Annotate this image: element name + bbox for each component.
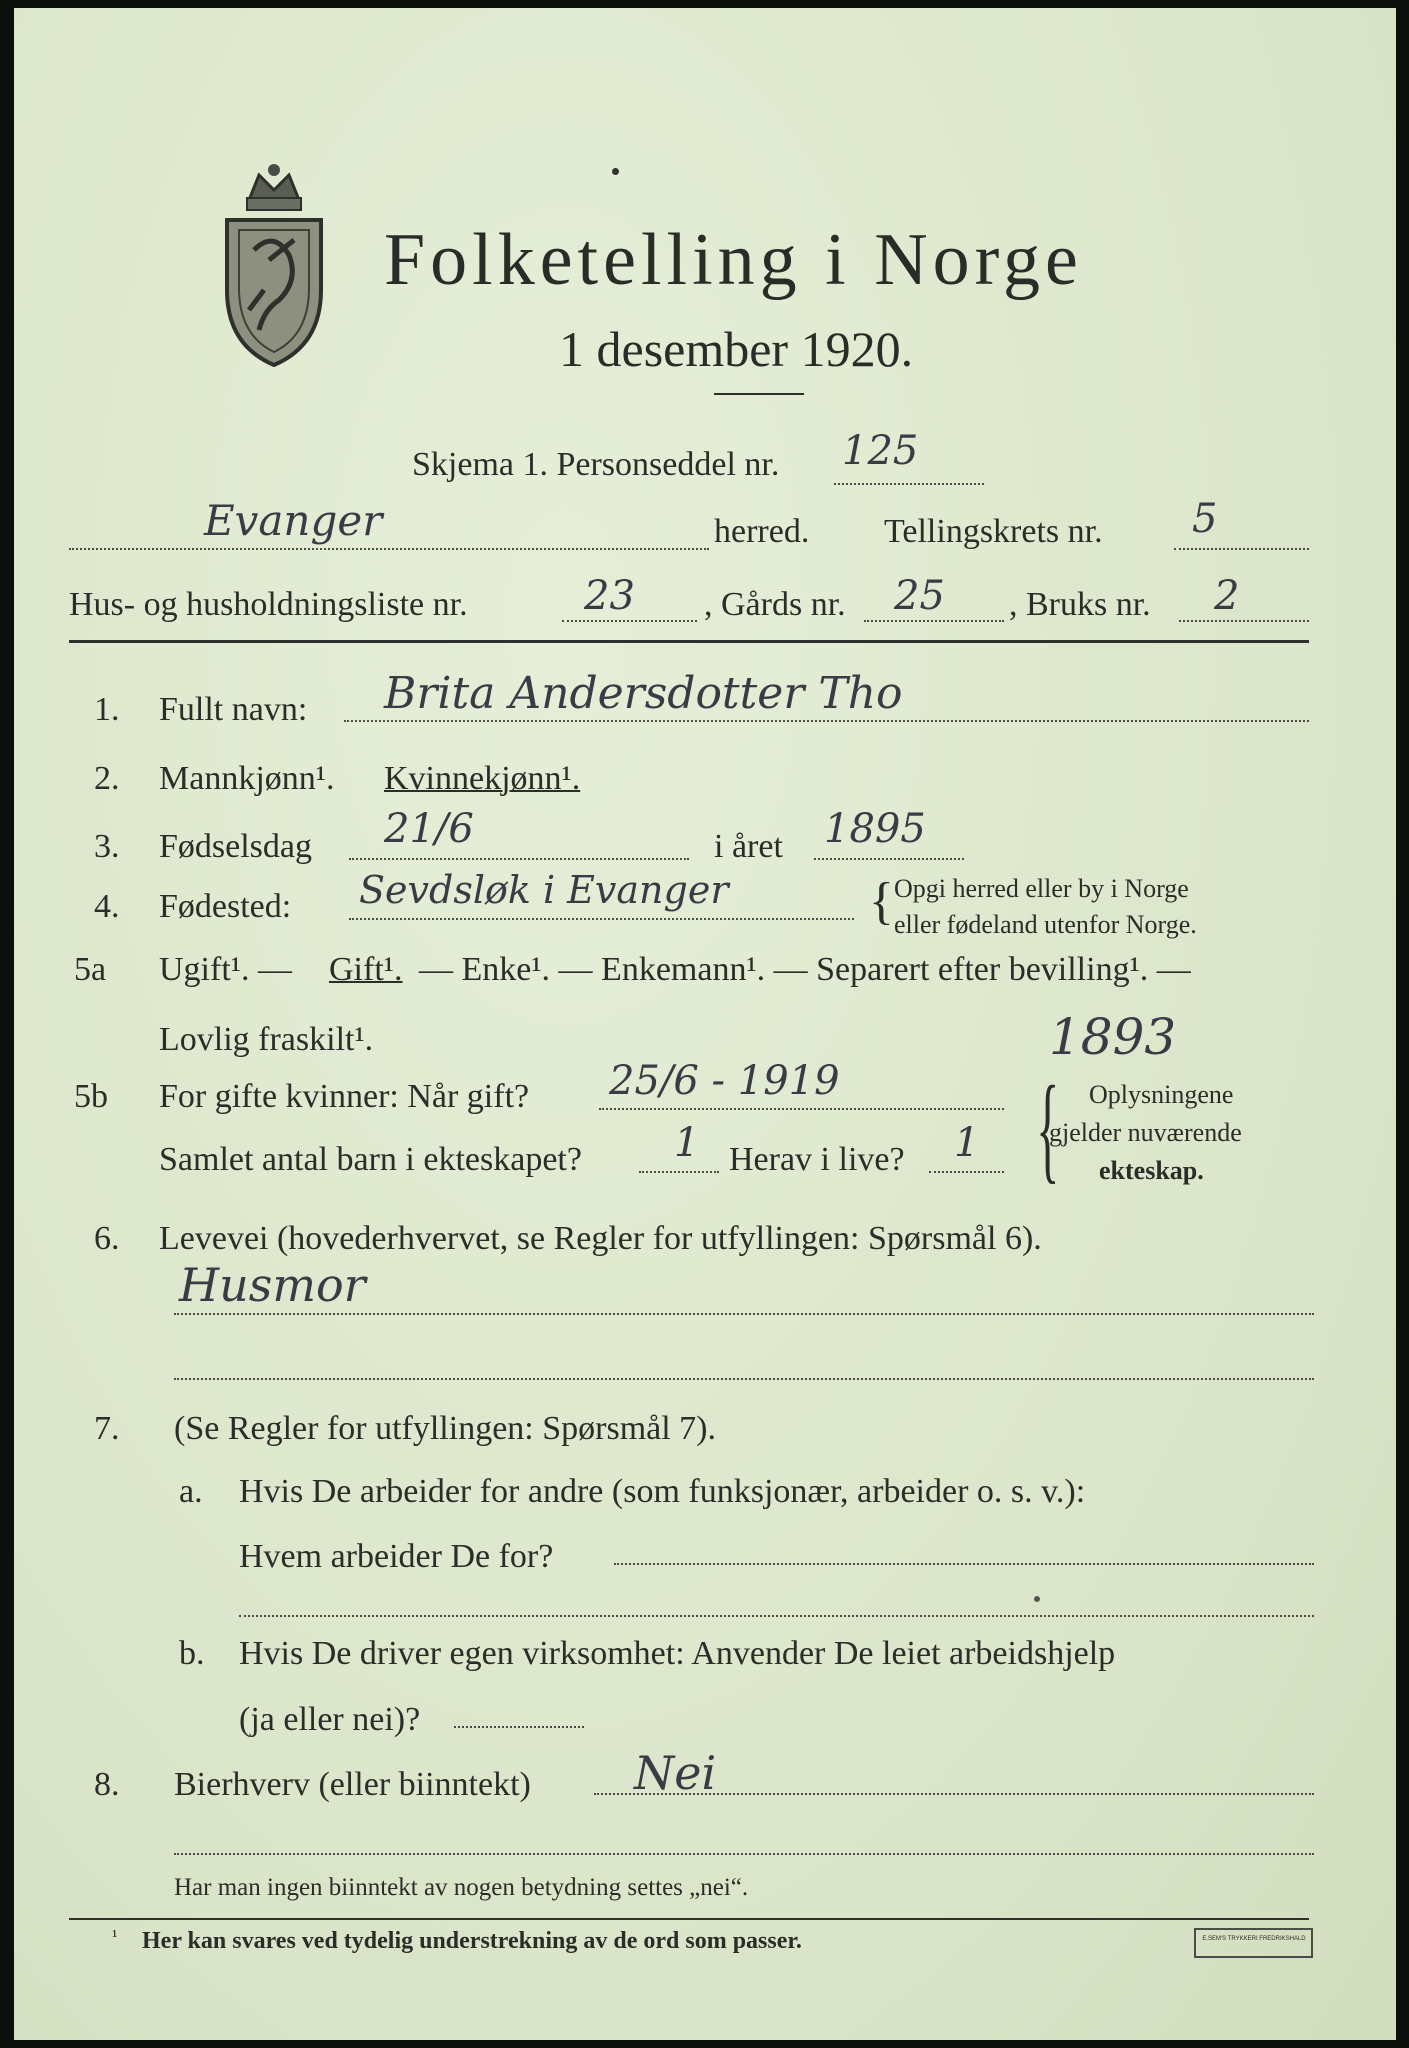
schema-line [834, 483, 984, 485]
q7a-sub: Hvem arbeider De for? [239, 1538, 554, 1575]
q5b-children-line [639, 1171, 719, 1173]
q5b-note1: Oplysningene [1089, 1080, 1234, 1109]
q5b-alive-label: Herav i live? [729, 1141, 905, 1178]
krets-line [1174, 548, 1309, 550]
q1-line [344, 720, 1309, 722]
footer-note: Har man ingen biinntekt av nogen betydning settes „nei“. [174, 1874, 749, 1901]
census-form [14, 8, 1396, 2040]
q4-line [349, 918, 854, 920]
q7a-text: Hvis De arbeider for andre (som funksjonær, arbeider o. s. v.): [239, 1473, 1086, 1510]
gards-value: 25 [894, 573, 945, 619]
q6-value: Husmor [179, 1258, 366, 1312]
form-title: Folketelling i Norge [384, 219, 1083, 301]
q1-label: Fullt navn: [159, 691, 308, 728]
bruks-line [1179, 620, 1309, 622]
herred-label: herred. [714, 513, 810, 550]
q7b-text: Hvis De driver egen virksomhet: Anvender De leiet arbeidshjelp [239, 1635, 1116, 1672]
schema-number: 125 [842, 428, 919, 474]
printer-text: E.SEM'S TRYKKERI FREDRIKSHALD [1202, 1936, 1306, 1942]
q3-value: 21/6 [384, 806, 474, 852]
header-rule [69, 640, 1309, 643]
bruks-value: 2 [1214, 573, 1240, 619]
q5b-alive-line [929, 1171, 1004, 1173]
q5b-children-label: Samlet antal barn i ekteskapet? [159, 1141, 582, 1178]
list-value: 23 [584, 573, 635, 619]
printer-stamp [1194, 1928, 1313, 1958]
q5a-ugift: Ugift¹. — [159, 951, 292, 988]
q5b-brace: { [1036, 1061, 1060, 1194]
q7a-line2 [239, 1615, 1314, 1617]
q5a-annotation: 1893 [1049, 1008, 1177, 1066]
q5a-gift: Gift¹. [329, 951, 403, 988]
q3-label: Fødselsdag [159, 828, 312, 865]
footnote-text: Her kan svares ved tydelig understrekning av de ord som passer. [142, 1928, 802, 1954]
q7b-sub: (ja eller nei)? [239, 1701, 421, 1738]
q4-value: Sevdsløk i Evanger [359, 868, 729, 912]
q6-label: Levevei (hovederhvervet, se Regler for utfyllingen: Spørsmål 6). [159, 1220, 1042, 1257]
schema-label: Skjema 1. Personseddel nr. [412, 446, 780, 483]
q5a-number: 5a [74, 951, 107, 988]
q8-line1 [594, 1793, 1314, 1795]
coat-of-arms-icon [219, 160, 329, 370]
herred-line [69, 548, 709, 550]
q5b-married-value: 25/6 - 1919 [609, 1058, 840, 1104]
q5b-married-line [599, 1108, 1004, 1110]
q4-note1: Opgi herred eller by i Norge [894, 874, 1189, 903]
footnote-mark: ¹ [112, 1926, 118, 1946]
q5b-number: 5b [74, 1078, 108, 1115]
q8-line2 [174, 1853, 1314, 1855]
list-label: Hus- og husholdningsliste nr. [69, 586, 468, 623]
q5a-others: — Enke¹. — Enkemann¹. — Separert efter bevilling¹. — [419, 951, 1191, 988]
q1-value: Brita Andersdotter Tho [384, 668, 903, 719]
gards-line [864, 620, 1004, 622]
q7-label: (Se Regler for utfyllingen: Spørsmål 7). [174, 1410, 717, 1447]
title-divider [714, 393, 804, 395]
q2-number: 2. [94, 760, 120, 797]
q2-male: Mannkjønn¹. [159, 760, 335, 797]
q4-brace: { [869, 873, 894, 930]
q6-line2 [174, 1378, 1314, 1380]
q3-year-value: 1895 [824, 806, 926, 852]
q3-year-line [814, 858, 964, 860]
q3-year-label: i året [714, 828, 783, 865]
q5b-note3: ekteskap. [1099, 1156, 1204, 1185]
q7-number: 7. [94, 1410, 120, 1447]
q7b-number: b. [179, 1635, 205, 1672]
q4-number: 4. [94, 888, 120, 925]
q5b-label: For gifte kvinner: Når gift? [159, 1078, 530, 1115]
form-date: 1 desember 1920. [559, 321, 914, 377]
q7a-number: a. [179, 1473, 203, 1510]
ink-dot-2 [1034, 1596, 1040, 1602]
gards-label: , Gårds nr. [704, 586, 846, 623]
q7b-line [454, 1726, 584, 1728]
krets-label: Tellingskrets nr. [884, 513, 1103, 550]
q8-value: Nei [634, 1746, 717, 1800]
q5b-children-value: 1 [674, 1120, 700, 1166]
q3-number: 3. [94, 828, 120, 865]
list-line [562, 620, 697, 622]
q1-number: 1. [94, 691, 120, 728]
krets-value: 5 [1192, 496, 1218, 542]
footer-rule [69, 1918, 1309, 1920]
q7a-line1 [614, 1563, 1314, 1565]
q8-label: Bierhverv (eller biinntekt) [174, 1766, 531, 1803]
q8-number: 8. [94, 1766, 120, 1803]
q5a-fraskilt: Lovlig fraskilt¹. [159, 1021, 374, 1058]
q4-note2: eller fødeland utenfor Norge. [894, 910, 1197, 939]
ink-dot [612, 168, 619, 175]
q4-label: Fødested: [159, 888, 292, 925]
q6-number: 6. [94, 1220, 120, 1257]
q3-line [349, 858, 689, 860]
herred-value: Evanger [204, 496, 383, 545]
q5b-alive-value: 1 [954, 1120, 980, 1166]
q2-female: Kvinnekjønn¹. [384, 760, 581, 797]
bruks-label: , Bruks nr. [1009, 586, 1151, 623]
q6-line1 [174, 1313, 1314, 1315]
q5b-note2: gjelder nuværende [1049, 1118, 1242, 1147]
